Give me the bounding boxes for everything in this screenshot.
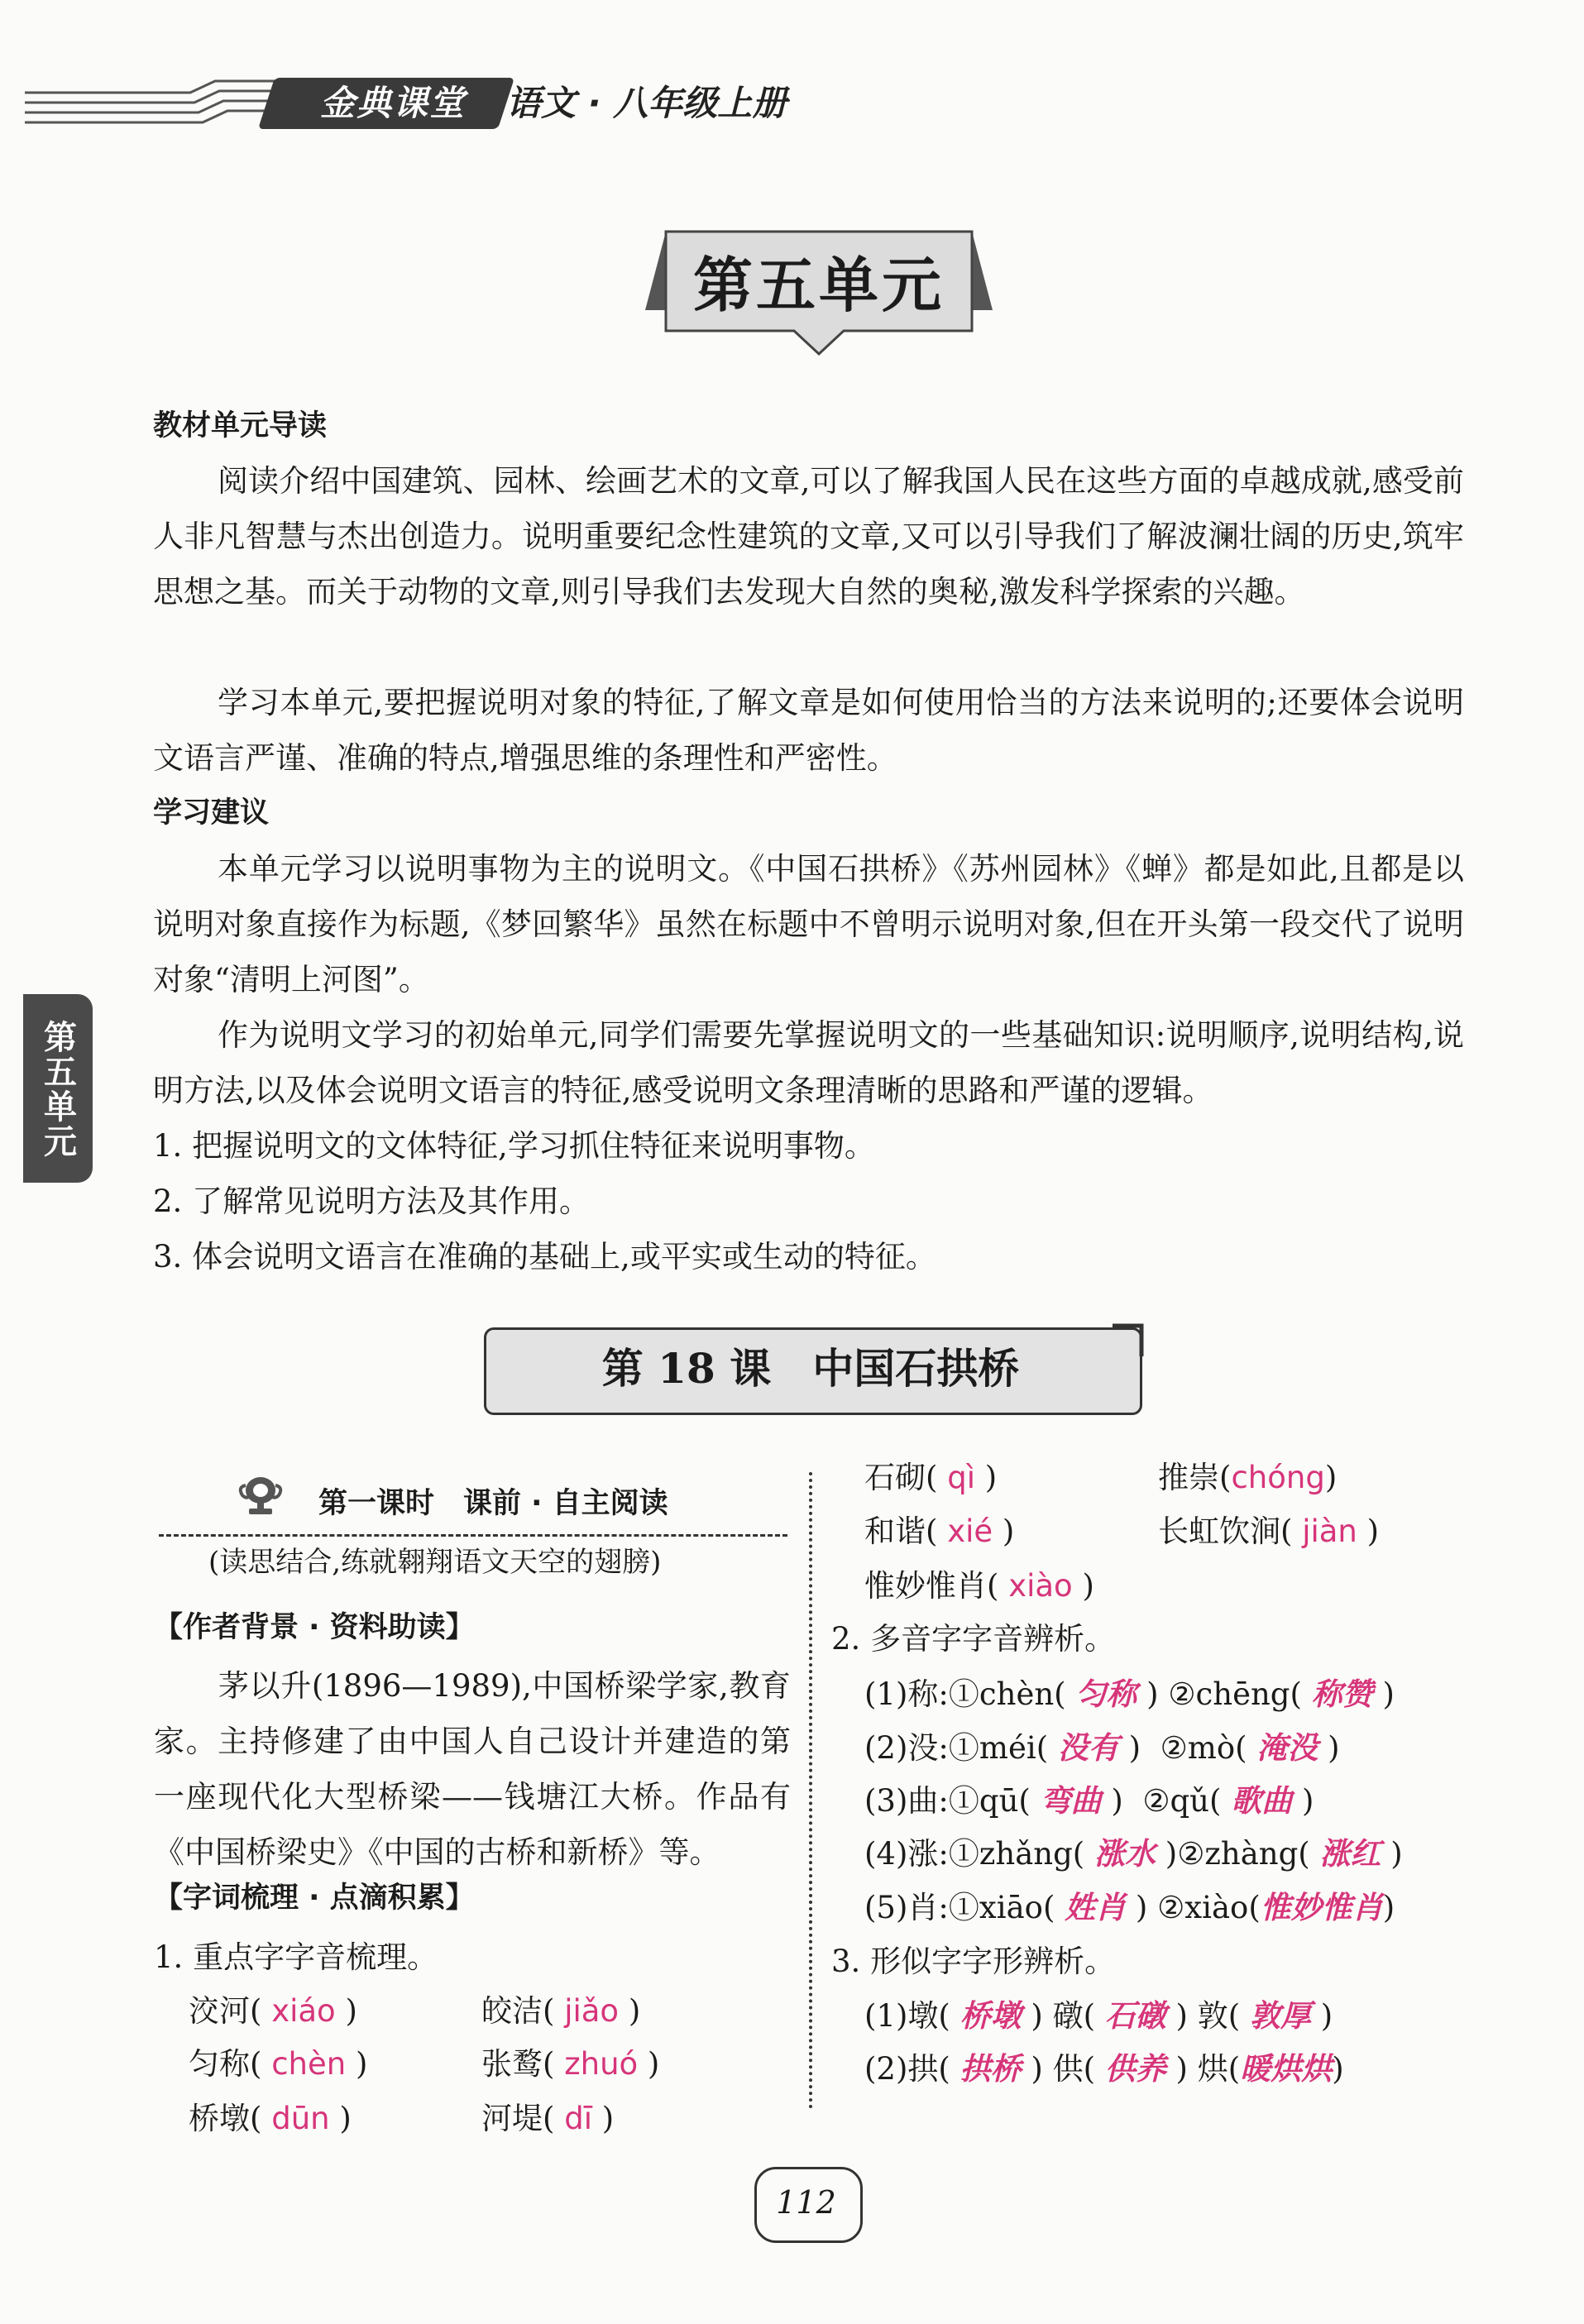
q3-item: (1)墩( 桥墩 ) 礅( 石礅 ) 敦( 敦厚 )	[864, 1998, 1333, 2034]
q3-answer: 拱桥	[959, 2051, 1022, 2087]
q2-answer: 涨红	[1319, 1836, 1381, 1872]
header-decoration-lines	[25, 76, 298, 134]
q2-title: 2. 多音字字音辨析。	[831, 1621, 1116, 1657]
q2-item: (3)曲:①qū( 弯曲 ) ②qǔ( 歌曲 )	[864, 1783, 1314, 1819]
q3-answer: 桥墩	[959, 1998, 1022, 2034]
advice-item: 1. 把握说明文的文体特征,学习抓住特征来说明事物。	[153, 1128, 875, 1164]
trophy-icon	[236, 1474, 285, 1517]
advice-heading: 学习建议	[153, 796, 270, 830]
column-divider	[809, 1472, 812, 2109]
q1-word: 石砌	[864, 1460, 926, 1495]
q1-answer: dī	[564, 2101, 592, 2136]
q2-answer: 称赞	[1311, 1676, 1373, 1712]
q2-answer: 歌曲	[1231, 1783, 1293, 1819]
q2-answer: 匀称	[1075, 1676, 1137, 1712]
q1-word: 河堤	[481, 2101, 543, 2136]
q1-word: 和谐	[864, 1513, 926, 1549]
q2-item: (1)称:①chèn( 匀称 ) ②chēng( 称赞 )	[864, 1676, 1395, 1712]
q1-answer: jiǎo	[564, 1993, 620, 2029]
q2-item: (4)涨:①zhǎng( 涨水 )②zhàng( 涨红 )	[864, 1836, 1403, 1872]
session-title: 第一课时 课前 · 自主阅读	[318, 1487, 668, 1520]
q2-answer: 姓肖	[1065, 1890, 1127, 1925]
q2-item: (2)没:①méi( 没有 ) ②mò( 淹没 )	[864, 1730, 1340, 1766]
lesson-title: 第 18 课 中国石拱桥	[601, 1344, 1020, 1393]
guide-paragraph-1: 阅读介绍中国建筑、园林、绘画艺术的文章,可以了解我国人民在这些方面的卓越成就,感受前人非凡智慧与杰出创造力。说明重要纪念性建筑的文章,又可以引导我们了解波澜壮阔的历史,筑牢思想之基。而关于动物的文章,则引导我们去发现大自然的奥秘,激发科学探索的兴趣。	[153, 463, 1464, 610]
q1-answer: xié	[947, 1513, 993, 1549]
session-subtitle: (读思结合,练就翱翔语文天空的翅膀)	[208, 1546, 662, 1579]
q1-word: 惟妙惟肖	[864, 1568, 987, 1604]
side-tab-label: 第五单元	[38, 1020, 77, 1159]
q1-answer: chóng	[1231, 1460, 1325, 1495]
q1-answer: zhuó	[564, 2046, 639, 2082]
q1-answer: chèn	[271, 2046, 347, 2082]
q1-word: 桥墩	[189, 2101, 250, 2136]
q3-answer: 暖烘烘	[1240, 2051, 1333, 2087]
q1-answer: dūn	[271, 2101, 330, 2136]
advice-item: 2. 了解常见说明方法及其作用。	[153, 1184, 591, 1219]
q1-item: 匀称( chèn )	[189, 2046, 368, 2082]
page-number: 112	[776, 2184, 836, 2221]
advice-paragraph-1: 本单元学习以说明事物为主的说明文。《中国石拱桥》《苏州园林》《蝉》都是如此,且都是以说明对象直接作为标题,《梦回繁华》虽然在标题中不曾明示说明对象,但在开头第一段交代了说明对象“清明上河图”。	[153, 851, 1464, 997]
q1-item: 惟妙惟肖( xiào )	[864, 1568, 1094, 1604]
q2-item: (5)肖:①xiāo( 姓肖 ) ②xiào(惟妙惟肖)	[864, 1890, 1395, 1925]
q1-word: 长虹饮涧	[1158, 1513, 1280, 1549]
q1-item: 石砌( qì )	[864, 1460, 998, 1495]
header-brand: 金典课堂	[319, 83, 466, 123]
q1-item: 长虹饮涧( jiàn )	[1158, 1513, 1380, 1549]
advice-item: 3. 体会说明文语言在准确的基础上,或平实或生动的特征。	[153, 1239, 936, 1274]
q2-answer: 惟妙惟肖	[1260, 1890, 1383, 1925]
guide-paragraph-2: 学习本单元,要把握说明对象的特征,了解文章是如何使用恰当的方法来说明的;还要体会说明文语言严谨、准确的特点,增强思维的条理性和严密性。	[153, 685, 1464, 776]
q1-word: 推崇	[1158, 1460, 1219, 1495]
q1-item: 河堤( dī )	[481, 2101, 615, 2136]
q1-answer: xiáo	[271, 1993, 336, 2029]
q3-answer: 石礅	[1104, 1998, 1166, 2034]
q3-item: (2)拱( 拱桥 ) 供( 供养 ) 烘(暖烘烘)	[864, 2051, 1344, 2087]
q1-item: 洨河( xiáo )	[189, 1993, 357, 2029]
q1-item: 桥墩( dūn )	[189, 2101, 352, 2136]
q2-answer: 弯曲	[1040, 1783, 1102, 1819]
q1-answer: qì	[947, 1460, 975, 1495]
header-subtitle: 语文 · 八年级上册	[506, 83, 787, 123]
vocab-heading: 【字词梳理 · 点滴积累】	[154, 1882, 475, 1915]
q1-word: 洨河	[189, 1993, 250, 2029]
q1-item: 推崇(chóng)	[1158, 1460, 1338, 1495]
q1-answer: xiào	[1008, 1568, 1073, 1604]
q1-word: 皎洁	[481, 1993, 543, 2029]
q1-item: 和谐( xié )	[864, 1513, 1015, 1549]
q1-word: 匀称	[189, 2046, 250, 2082]
q1-item: 张鹜( zhuó )	[481, 2046, 660, 2082]
q3-answer: 供养	[1104, 2051, 1166, 2087]
q2-answer: 涨水	[1094, 1836, 1156, 1872]
advice-paragraph-2: 作为说明文学习的初始单元,同学们需要先掌握说明文的一些基础知识:说明顺序,说明结构,说明方法,以及体会说明文语言的特征,感受说明文条理清晰的思路和严谨的逻辑。	[153, 1017, 1464, 1108]
session-divider	[159, 1534, 787, 1537]
q1-title: 1. 重点字字音梳理。	[154, 1939, 438, 1975]
q3-answer: 敦厚	[1249, 1998, 1311, 2034]
q3-title: 3. 形似字字形辨析。	[831, 1944, 1116, 1979]
author-heading: 【作者背景 · 资料助读】	[154, 1611, 475, 1644]
q1-word: 张鹜	[481, 2046, 543, 2082]
q2-answer: 淹没	[1256, 1730, 1318, 1766]
q1-item: 皎洁( jiǎo )	[481, 1993, 641, 2029]
author-text: 茅以升(1896—1989),中国桥梁学家,教育家。主持修建了由中国人自己设计并建造的第一座现代化大型桥梁——钱塘江大桥。作品有《中国桥梁史》《中国的古桥和新桥》等。	[154, 1668, 791, 1870]
guide-heading: 教材单元导读	[153, 409, 328, 442]
unit-title: 第五单元	[692, 251, 945, 320]
q2-answer: 没有	[1057, 1730, 1119, 1766]
q1-answer: jiàn	[1302, 1513, 1357, 1549]
